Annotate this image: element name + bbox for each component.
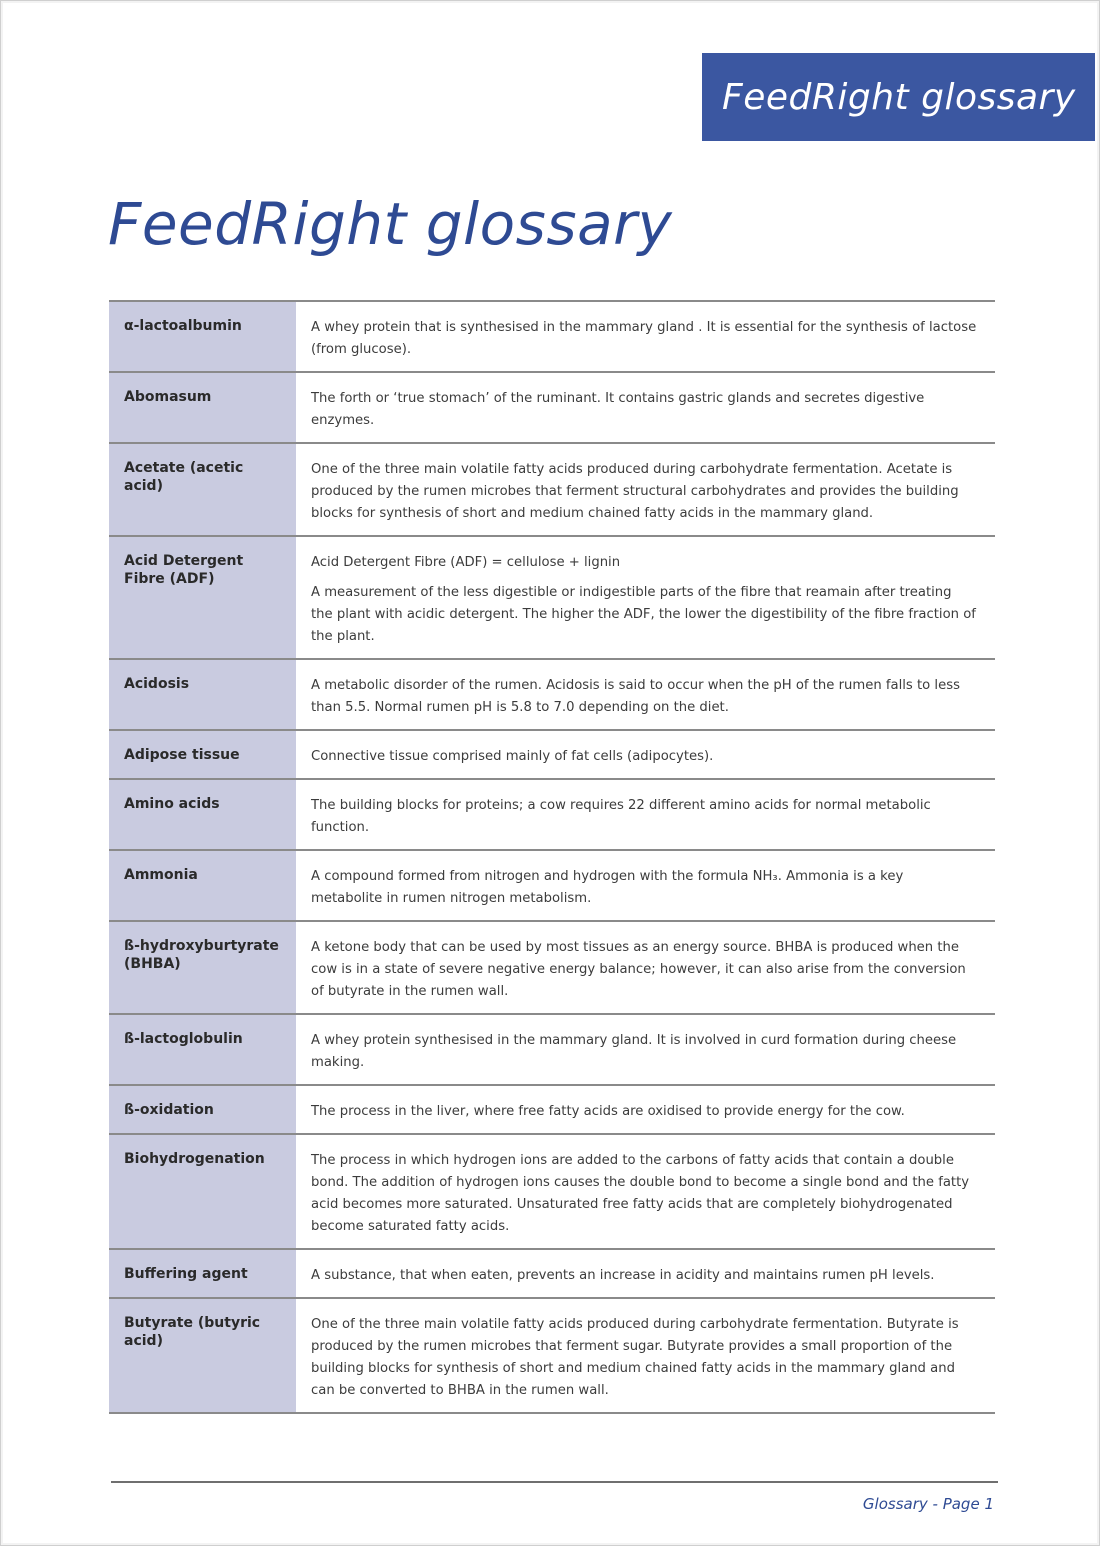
glossary-row (109, 1250, 995, 1299)
glossary-term: Abomasum (109, 373, 296, 442)
glossary-term: Acidosis (109, 660, 296, 729)
glossary-definition (296, 1015, 995, 1084)
definition-paragraph: A whey protein synthesised in the mammary gland. It is involved in curd formation during cheese making. (311, 1033, 957, 1070)
definition-paragraph: The forth or ‘true stomach’ of the ruminant. It contains gastric glands and secretes digestive enzymes. (311, 391, 925, 428)
page-title: FeedRight glossary (108, 190, 673, 258)
glossary-term: Butyrate (butyric acid) (109, 1299, 296, 1412)
glossary-row (109, 731, 995, 780)
glossary-definition (296, 373, 995, 442)
glossary-row (109, 1015, 995, 1086)
glossary-row (109, 373, 995, 444)
footer-page-label: Glossary - Page 1 (862, 1495, 994, 1513)
definition-paragraph: A whey protein that is synthesised in the mammary gland . It is essential for the synthesis of lactose (from glucose). (311, 320, 977, 357)
glossary-definition (296, 1250, 995, 1297)
glossary-table (109, 300, 995, 1414)
glossary-definition (296, 731, 995, 778)
glossary-definition (296, 537, 995, 658)
definition-paragraph: A compound formed from nitrogen and hydrogen with the formula NH₃. Ammonia is a key metabolite in rumen nitrogen metabolism. (311, 869, 904, 906)
glossary-definition (296, 1135, 995, 1248)
definition-paragraph: A substance, that when eaten, prevents an increase in acidity and maintains rumen pH levels. (311, 1268, 935, 1283)
glossary-row (109, 780, 995, 851)
glossary-definition (296, 660, 995, 729)
footer-divider (111, 1481, 998, 1483)
definition-paragraph: The building blocks for proteins; a cow requires 22 different amino acids for normal metabolic function. (311, 798, 931, 835)
glossary-row (109, 660, 995, 731)
glossary-term: Biohydrogenation (109, 1135, 296, 1248)
glossary-term: ß-lactoglobulin (109, 1015, 296, 1084)
definition-paragraph: A metabolic disorder of the rumen. Acidosis is said to occur when the pH of the rumen falls to less than 5.5. Normal rumen pH is 5.8 to 7.0 depending on the diet. (311, 678, 960, 715)
definition-paragraph: A ketone body that can be used by most tissues as an energy source. BHBA is produced when the cow is in a state of severe negative energy balance; however, it can also arise from the conversion of butyrate in the rumen wall. (311, 940, 966, 999)
glossary-row (109, 922, 995, 1015)
glossary-term: Amino acids (109, 780, 296, 849)
banner-title: FeedRight glossary (722, 76, 1076, 118)
glossary-term: Acid Detergent Fibre (ADF) (109, 537, 296, 658)
glossary-definition (296, 1086, 995, 1133)
glossary-definition (296, 851, 995, 920)
glossary-row (109, 851, 995, 922)
glossary-row (109, 1299, 995, 1414)
glossary-definition (296, 1299, 995, 1412)
glossary-term: ß-hydroxyburtyrate (BHBA) (109, 922, 296, 1013)
definition-paragraph: Connective tissue comprised mainly of fat cells (adipocytes). (311, 749, 714, 764)
glossary-definition (296, 302, 995, 371)
glossary-term: Ammonia (109, 851, 296, 920)
glossary-term: ß-oxidation (109, 1086, 296, 1133)
glossary-row (109, 1086, 995, 1135)
glossary-term: Buffering agent (109, 1250, 296, 1297)
glossary-term: Adipose tissue (109, 731, 296, 778)
glossary-row (109, 1135, 995, 1250)
definition-paragraph: Acid Detergent Fibre (ADF) = cellulose + lignin (311, 555, 621, 570)
definition-paragraph: One of the three main volatile fatty acids produced during carbohydrate fermentation. Acetate is produced by the rumen microbes that ferment structural carbohydrates and provides the building blocks for synthesis of short and medium chained fatty acids in the mammary gland. (311, 462, 959, 521)
glossary-definition (296, 780, 995, 849)
glossary-term: Acetate (acetic acid) (109, 444, 296, 535)
glossary-term: α-lactoalbumin (109, 302, 296, 371)
glossary-row (109, 302, 995, 373)
definition-paragraph: One of the three main volatile fatty acids produced during carbohydrate fermentation. Butyrate is produced by the rumen microbes that ferment sugar. Butyrate provides a small proportion of the building blocks for synthesis of short and medium chained fatty acids in the mammary gland and can be converted to BHBA in the rumen wall. (311, 1317, 959, 1398)
glossary-definition (296, 444, 995, 535)
glossary-row (109, 537, 995, 660)
header-banner (702, 53, 1095, 141)
glossary-definition (296, 922, 995, 1013)
definition-paragraph: A measurement of the less digestible or indigestible parts of the fibre that reamain after treating the plant with acidic detergent. The higher the ADF, the lower the digestibility of the fibre fraction of the plant. (311, 585, 976, 644)
definition-paragraph: The process in which hydrogen ions are added to the carbons of fatty acids that contain a double bond. The addition of hydrogen ions causes the double bond to become a single bond and the fatty acid becomes more saturated. Unsaturated free fatty acids that are completely biohydrogenated become saturated fatty acids. (311, 1153, 970, 1234)
glossary-row (109, 444, 995, 537)
definition-paragraph: The process in the liver, where free fatty acids are oxidised to provide energy for the cow. (311, 1104, 905, 1119)
